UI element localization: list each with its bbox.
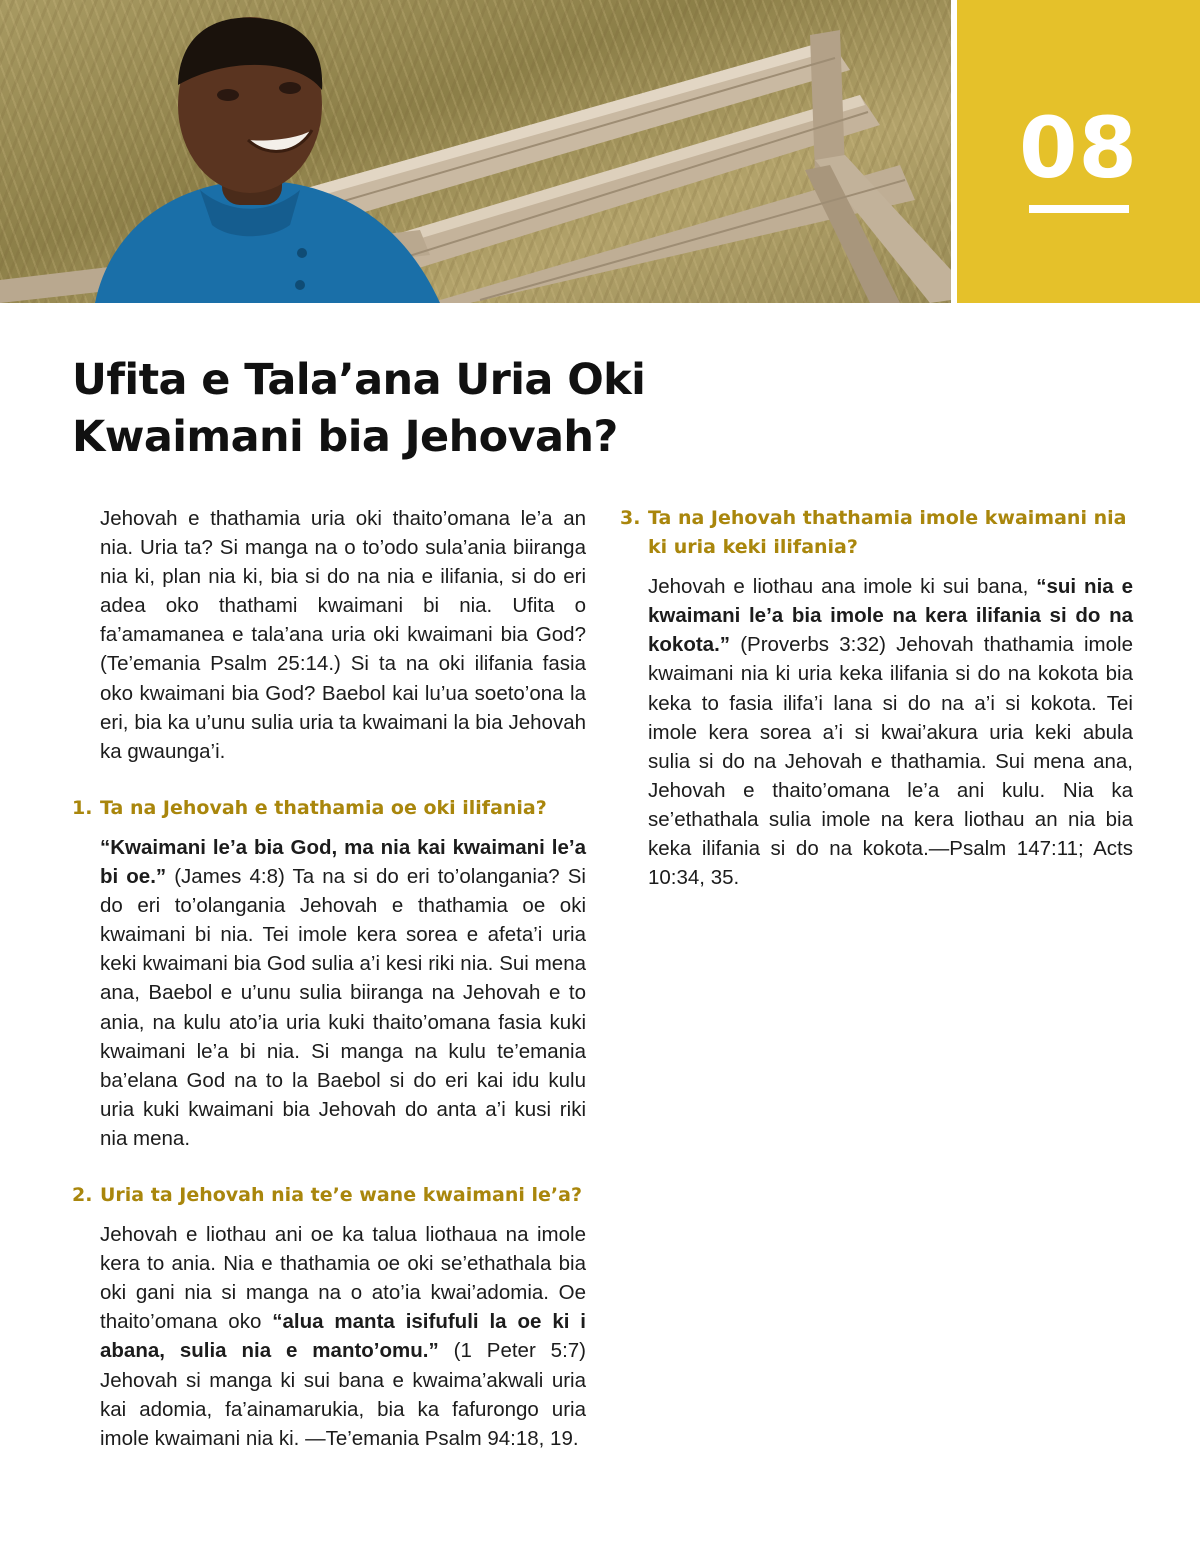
question-2-number: 2. — [72, 1183, 93, 1206]
question-3-text: Ta na Jehovah thathamia imole kwaimani nia ki uria keki ilifania? — [648, 507, 1127, 559]
answer-1 — [72, 833, 586, 1153]
header-photo — [0, 0, 951, 303]
lesson-number: 08 — [1019, 99, 1138, 197]
question-1-number: 1. — [72, 796, 93, 819]
photo-illustration — [0, 0, 951, 303]
question-3 — [620, 504, 1133, 562]
answer-1-text: (James 4:8) Ta na si do eri to’olangania? Si do eri to’olangania Jehovah e thathamia oe oki kwaimani bi nia. Tei imole kera sorea e afeta’i uria keki kwaimani bia God sulia a’i kesi riki nia. Sui mena ana, Baebol e u’unu sulia biiranga na Jehovah e to ania, na kulu ato’ia uria kuki thaito’omana fasia kuki kwaimani le’a bi nia. Si manga na kulu te’emania ba’elana God na to la Baebol si do eri kai idu kulu uria kuki kwaimani bia Jehovah do anta a’i kusi riki nia mena. — [100, 865, 586, 1150]
answer-3-quote: “sui nia e kwaimani le’a bia imole na kera ilifania si do na kokota.” — [648, 575, 1133, 657]
answer-3 — [620, 572, 1133, 892]
answer-2-text-a: Jehovah e liothau ani oe ka talua liothaua na imole kera to ania. Nia e thathamia oe oki se’ethathala bia oki gani nia si manga na o ato’ia kwai’adomia. Oe thaito’omana oko — [100, 1223, 586, 1334]
left-column — [72, 504, 586, 1453]
title-line-2: Kwaimani bia Jehovah? — [72, 412, 618, 462]
question-1 — [72, 794, 586, 823]
answer-1-quote: “Kwaimani le’a bia God, ma nia kai kwaimani le’a bi oe.” — [100, 835, 586, 889]
person — [95, 17, 440, 303]
question-2-text: Uria ta Jehovah nia te’e wane kwaimani le’a? — [100, 1183, 582, 1206]
answer-3-text-b: (Proverbs 3:32) Jehovah thathamia imole kwaimani nia ki uria keka ilifania si do na kokota bia keka to fasia ilifa’i lana si do na a’i si kokota. Tei imole kera sorea a’i si kwai’akura uria keki abula sulia si do na Jehovah e thathamia. Sui mena ana, Jehovah e thaito’omana le’a ani kulu. Nia ka se’ethathala sulia imole na kera liothau an nia bia keka ilifania si do na kokota.—Psalm 147:11; Acts 10:34, 35. — [648, 633, 1133, 890]
answer-2-quote: “alua manta isifufuli la oe ki i abana, sulia nia e manto’omu.” — [100, 1310, 587, 1363]
page-title — [72, 352, 832, 466]
answer-2 — [72, 1220, 586, 1453]
answer-3-text-a: Jehovah e liothau ana imole ki sui bana, — [648, 575, 1037, 599]
lesson-number-underline — [1029, 205, 1129, 213]
right-column — [620, 504, 1133, 892]
question-1-text: Ta na Jehovah e thathamia oe oki ilifania? — [100, 796, 547, 819]
question-3-number: 3. — [620, 507, 641, 529]
title-line-1: Ufita e Tala’ana Uria Oki — [72, 355, 646, 405]
intro-paragraph: Jehovah e thathamia uria oki thaito’omana le’a an nia. Uria ta? Si manga na o to’odo sula’ania biiranga nia ki, plan nia ki, bia si do na nia e ilifania, si do eri adea oko thathami kwaimani bi nia. Ufita o fa’amamanea e tala’ana uria oki kwaimani bia God? (Te’emania Psalm 25:14.) Si ta na oki ilifania fasia oko kwaimani bia God? Baebol kai lu’ua soeto’ona la eri, bia ka u’unu sulia uria ta kwaimani la bia Jehovah ka gwaunga’i. — [100, 507, 586, 763]
question-2 — [72, 1181, 586, 1210]
answer-2-text-b: (1 Peter 5:7) Jehovah si manga ki sui bana e kwaima’akwali uria kai adomia, fa’ainamarukia, bia ka fafurongo uria imole kwaimani nia ki. —Te’emania Psalm 94:18, 19. — [100, 1339, 587, 1450]
lesson-badge — [957, 0, 1200, 303]
